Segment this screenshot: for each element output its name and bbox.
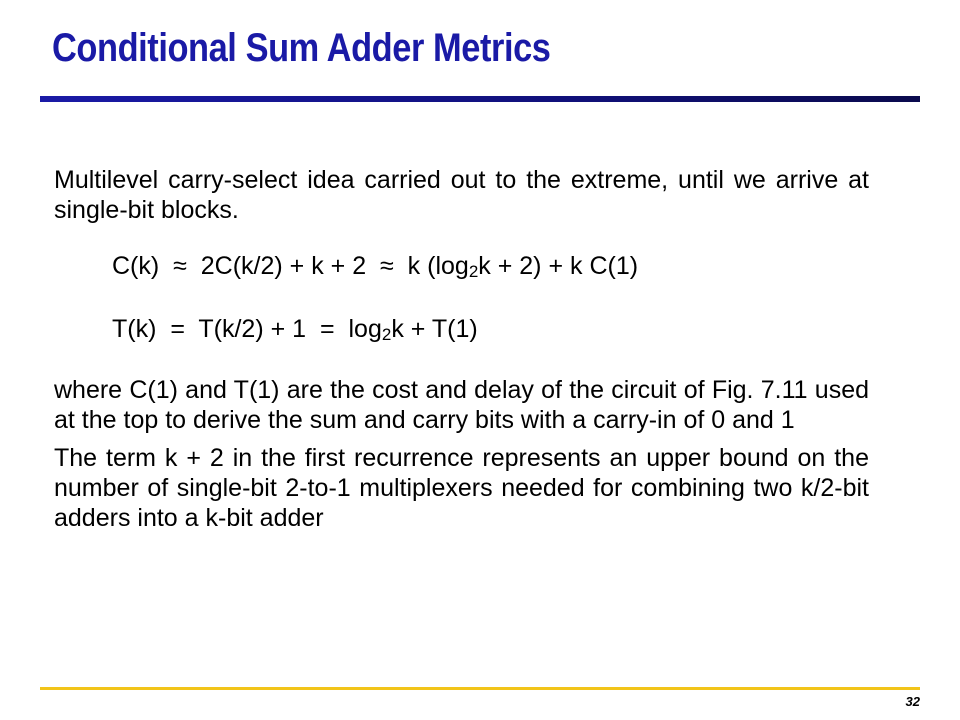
delay-eq-rhs-post: k + T(1) bbox=[391, 315, 478, 343]
intro-paragraph: Multilevel carry-select idea carried out to the extreme, until we arrive at single-bit blocks. bbox=[54, 166, 869, 224]
delay-eq-middle: T(k/2) + 1 bbox=[198, 315, 307, 343]
delay-eq-equals-2: = bbox=[319, 315, 335, 343]
mux-bound-explanation: The term k + 2 in the first recurrence represents an upper bound on the number of single-bit 2-to-1 multiplexers needed for combining two k/2-bit adders into a k-bit adder bbox=[54, 444, 869, 532]
cost-eq-rhs-post: k + 2) + k C(1) bbox=[478, 252, 639, 280]
cost-eq-middle: 2C(k/2) + k + 2 bbox=[200, 252, 367, 280]
delay-eq-lhs: T(k) bbox=[112, 315, 157, 343]
cost-eq-lhs: C(k) bbox=[112, 252, 160, 280]
delay-eq-log-base: 2 bbox=[381, 325, 392, 344]
delay-eq-rhs-pre: log bbox=[348, 315, 382, 343]
cost-eq-rhs-pre: k (log bbox=[407, 252, 469, 280]
title-underline bbox=[40, 96, 920, 102]
footer-rule bbox=[40, 687, 920, 690]
cost-recurrence-equation bbox=[112, 249, 869, 286]
cost-eq-log-base: 2 bbox=[468, 262, 479, 281]
cost-eq-approx-1: ≈ bbox=[173, 252, 187, 280]
slide-title: Conditional Sum Adder Metrics bbox=[52, 26, 551, 70]
slide-content bbox=[54, 165, 869, 533]
page-number: 32 bbox=[905, 694, 920, 709]
delay-recurrence-equation bbox=[112, 312, 869, 349]
delay-eq-equals-1: = bbox=[170, 315, 185, 343]
cost-delay-explanation: where C(1) and T(1) are the cost and delay of the circuit of Fig. 7.11 used at the top to derive the sum and carry bits with a carry-in of 0 and 1 bbox=[54, 376, 869, 434]
cost-eq-approx-2: ≈ bbox=[380, 252, 394, 280]
